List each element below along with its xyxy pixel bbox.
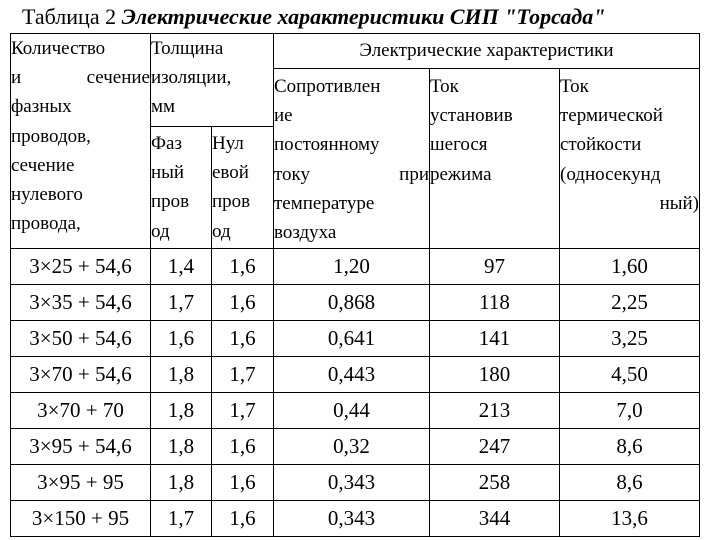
header-thermal-line: Ток [560,76,589,97]
header-count-line: и сечение [11,67,150,89]
cell-cross-section: 3×35 + 54,6 [11,285,151,321]
table-row [11,465,700,501]
cell-current: 344 [430,501,560,537]
header-thickness [151,34,274,127]
cell-neutral: 1,6 [212,285,274,321]
header-resistance-line: постоянному [274,134,380,156]
cell-phase: 1,8 [151,393,212,429]
header-resistance [274,69,430,249]
header-resistance-line: току при [274,163,429,185]
cell-current: 258 [430,465,560,501]
table-row [11,249,700,285]
header-count-line: проводов, [11,125,91,147]
cell-thermal: 4,50 [560,357,700,393]
cell-neutral: 1,6 [212,249,274,285]
header-current-line: Ток [430,76,459,97]
cell-current: 247 [430,429,560,465]
header-neutral-line: пров [212,191,251,213]
cell-thermal: 8,6 [560,465,700,501]
cell-phase: 1,7 [151,285,212,321]
header-phase-line: Фаз [151,133,182,154]
cell-phase: 1,4 [151,249,212,285]
cell-current: 180 [430,357,560,393]
cell-cross-section: 3×70 + 54,6 [11,357,151,393]
header-thermal-line: термической [560,105,663,127]
header-current-line: шегося [430,134,488,156]
header-thermal-line: стойкости [560,134,642,156]
header-phase-line: од [151,220,170,242]
cell-neutral: 1,6 [212,501,274,537]
cell-cross-section: 3×50 + 54,6 [11,321,151,357]
header-resistance-line: Сопротивлен [274,76,381,97]
header-neutral-line: Нул [212,133,244,154]
header-steady-current [430,69,560,249]
cell-cross-section: 3×95 + 54,6 [11,429,151,465]
header-count-line: Количество [11,38,106,59]
header-thickness-line: Толщина [151,38,224,59]
cell-thermal: 8,6 [560,429,700,465]
header-thickness-line: мм [151,96,176,118]
cell-cross-section: 3×95 + 95 [11,465,151,501]
cell-cross-section: 3×150 + 95 [11,501,151,537]
header-phase-line: ный [151,162,185,184]
cell-resistance: 0,443 [274,357,430,393]
cell-neutral: 1,6 [212,465,274,501]
header-count-line: фазных [11,96,72,118]
cell-cross-section: 3×70 + 70 [11,393,151,429]
header-phase-wire [151,127,212,249]
header-count-line: сечение [11,154,75,176]
cell-thermal: 2,25 [560,285,700,321]
table-row [11,429,700,465]
cell-resistance: 0,641 [274,321,430,357]
cell-current: 97 [430,249,560,285]
cell-phase: 1,8 [151,357,212,393]
table-title [22,2,712,32]
cell-current: 213 [430,393,560,429]
cell-phase: 1,7 [151,501,212,537]
cell-current: 141 [430,321,560,357]
header-resistance-line: ие [274,105,293,127]
table-row [11,285,700,321]
cell-neutral: 1,6 [212,429,274,465]
cell-cross-section: 3×25 + 54,6 [11,249,151,285]
characteristics-table [10,33,700,537]
cell-phase: 1,6 [151,321,212,357]
header-phase-line: пров [151,191,190,213]
header-thermal-line: (односекунд [560,163,661,185]
table-row [11,501,700,537]
cell-thermal: 1,60 [560,249,700,285]
cell-thermal: 3,25 [560,321,700,357]
table-row [11,357,700,393]
header-current-line: режима [430,163,492,185]
header-thermal-current [560,69,700,249]
cell-current: 118 [430,285,560,321]
header-count-line: провода, [11,213,81,235]
cell-thermal: 7,0 [560,393,700,429]
cell-resistance: 0,343 [274,465,430,501]
cell-resistance: 0,868 [274,285,430,321]
header-count-section [11,34,151,249]
cell-resistance: 0,32 [274,429,430,465]
table-row [11,393,700,429]
header-neutral-line: од [212,220,231,242]
header-current-line: установив [430,105,513,127]
header-thermal-line: ный) [659,192,699,214]
cell-thermal: 13,6 [560,501,700,537]
table-title-prefix: Таблица 2 [22,4,122,29]
cell-resistance: 0,343 [274,501,430,537]
cell-resistance: 0,44 [274,393,430,429]
cell-neutral: 1,7 [212,357,274,393]
header-electrical: Электрические характеристики [274,34,700,69]
cell-phase: 1,8 [151,429,212,465]
cell-resistance: 1,20 [274,249,430,285]
header-neutral-wire [212,127,274,249]
cell-phase: 1,8 [151,465,212,501]
table-row [11,321,700,357]
header-resistance-line: температуре [274,192,375,214]
header-thickness-line: изоляции, [151,67,232,89]
cell-neutral: 1,7 [212,393,274,429]
cell-neutral: 1,6 [212,321,274,357]
header-resistance-line: воздуха [274,221,337,243]
table-title-bold: Электрические характеристики СИП "Торсада" [121,4,606,29]
header-neutral-line: евой [212,162,249,184]
header-count-line: нулевого [11,183,83,205]
